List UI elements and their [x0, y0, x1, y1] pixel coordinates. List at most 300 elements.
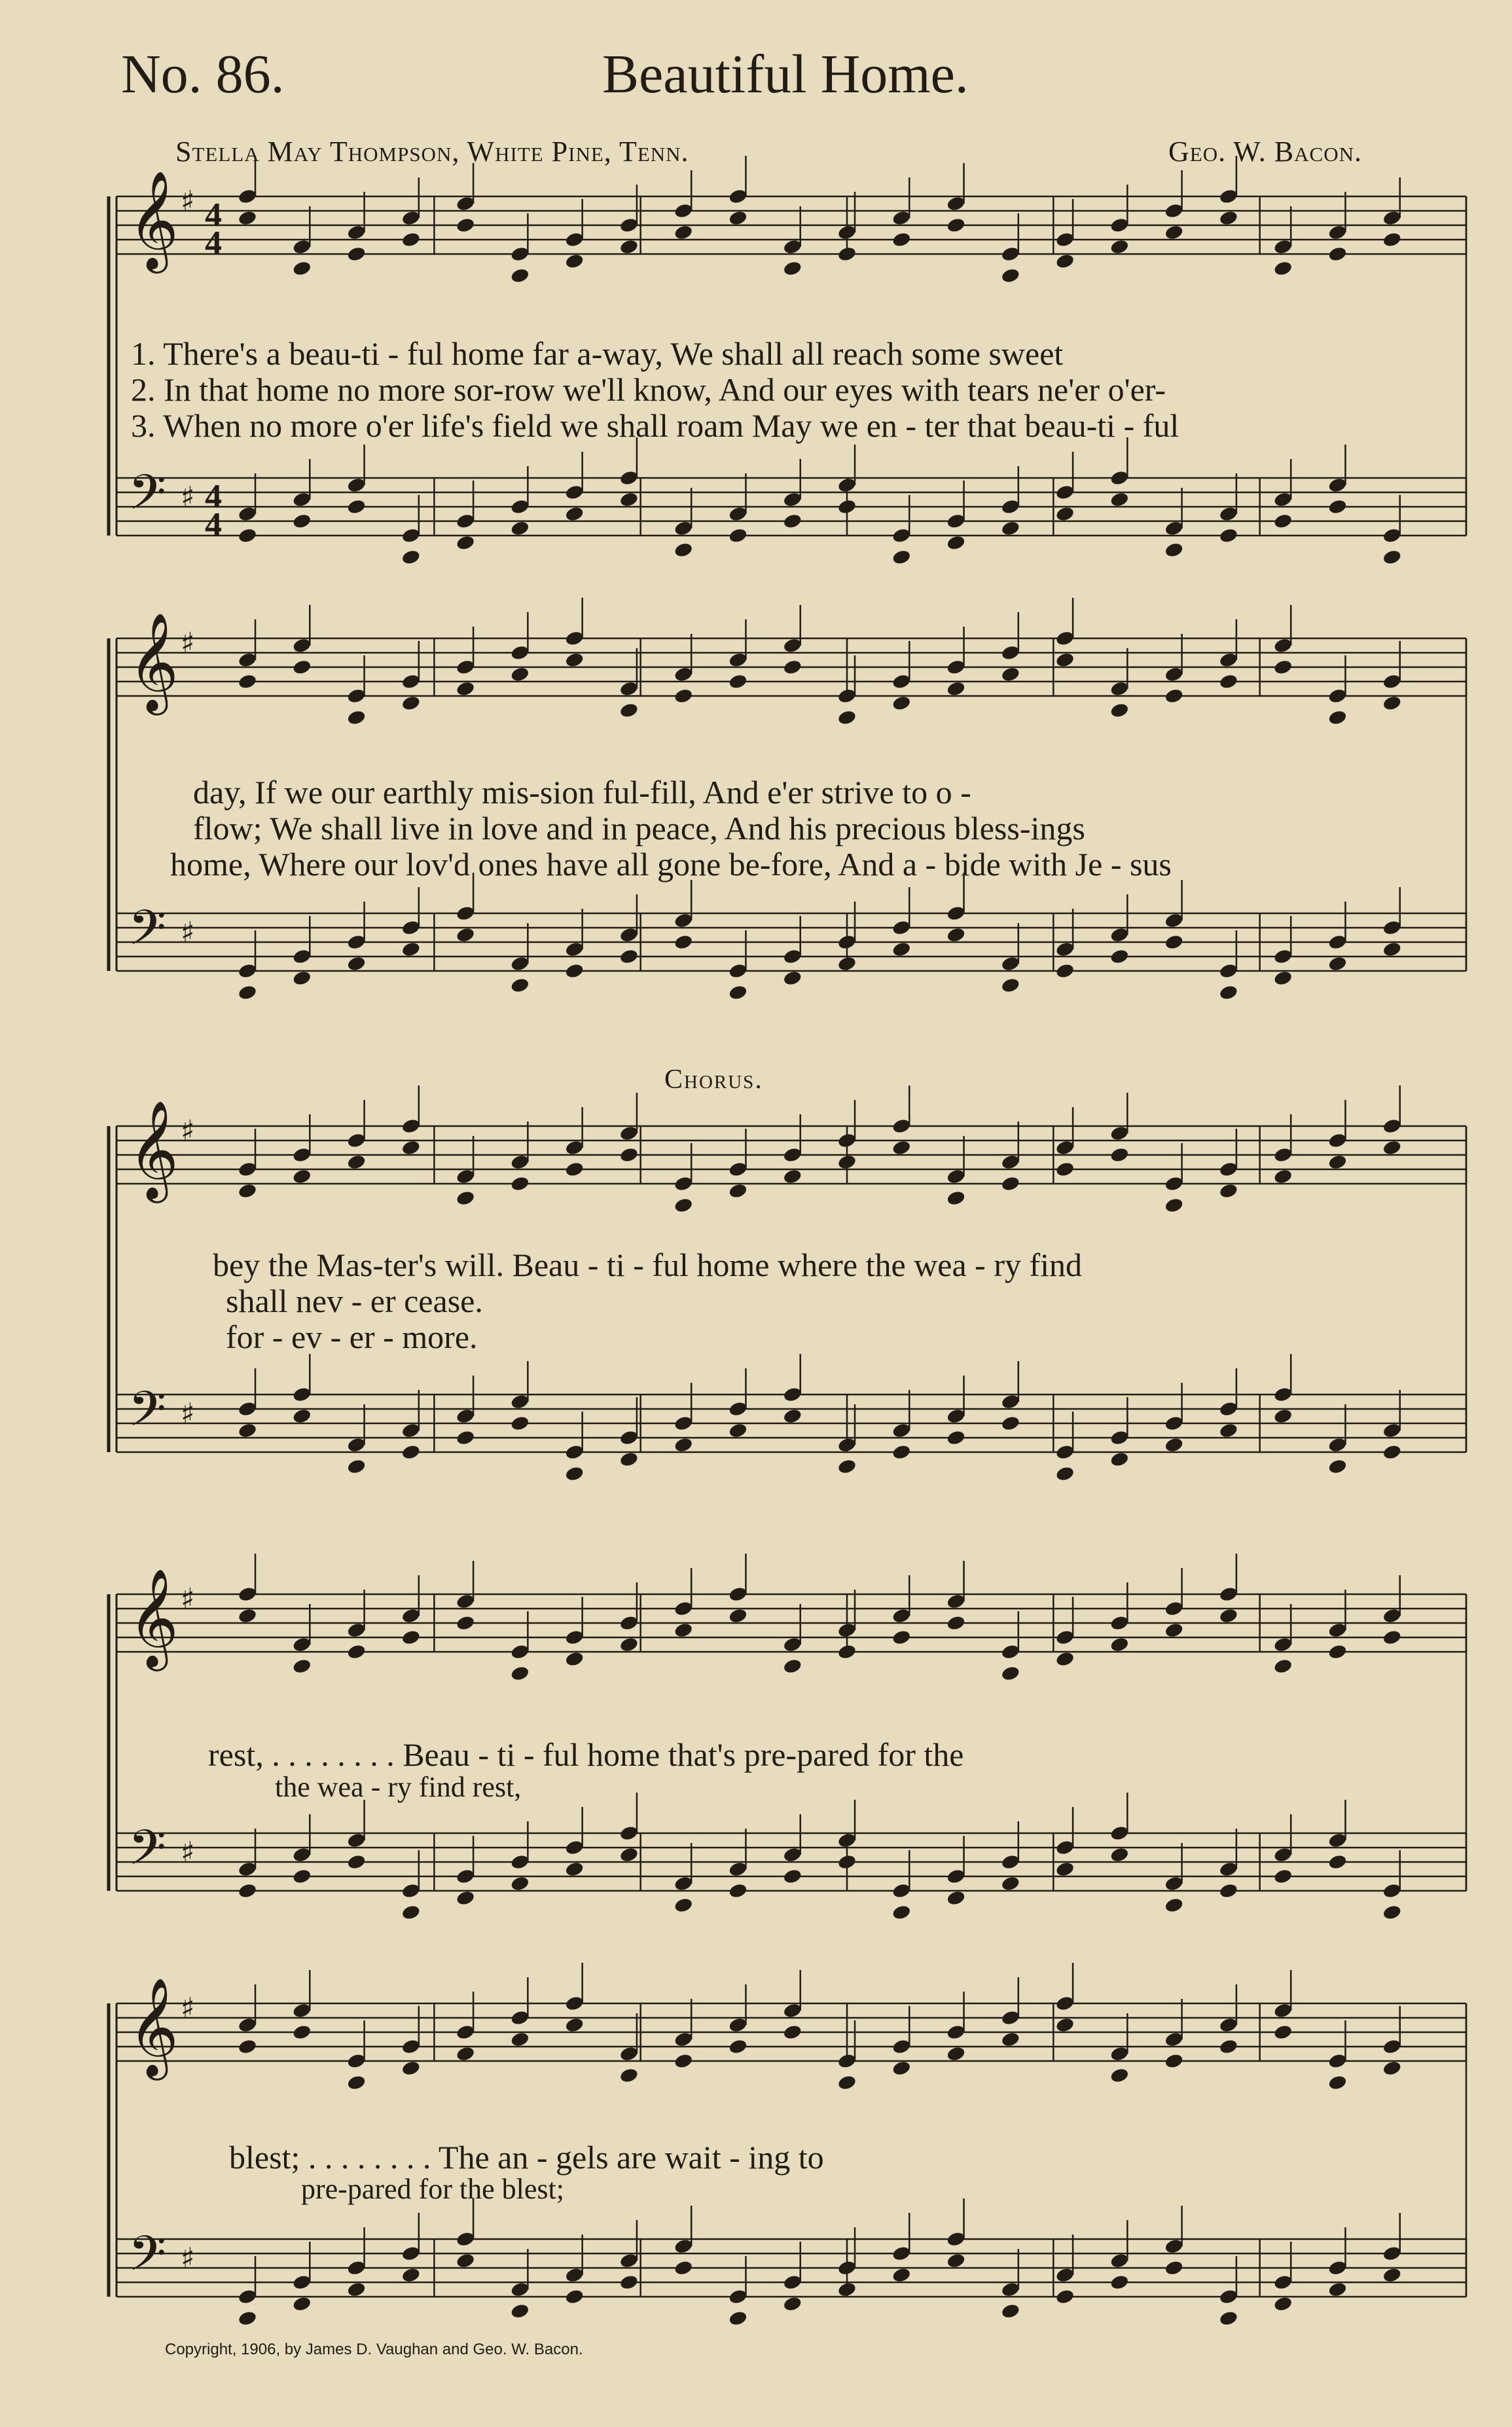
note-head: [891, 1904, 912, 1921]
lyric-line: rest, . . . . . . . . Beau - ti - ful home that's pre-pared for the: [208, 1736, 964, 1773]
note-head: [1109, 702, 1130, 719]
note-head: [456, 1190, 476, 1207]
note-head: [1164, 666, 1184, 683]
note-head: [401, 527, 422, 544]
note-head: [292, 659, 312, 676]
note-head: [1001, 246, 1021, 263]
note-head: [1219, 210, 1239, 227]
note-head: [728, 505, 748, 522]
lyric-line: day, If we our earthly mis-sion ful-fill, And e'er strive to o -: [193, 774, 971, 811]
note-head: [619, 1125, 639, 1142]
note-head: [891, 2038, 912, 2055]
note-head: [564, 231, 585, 248]
note-head: [837, 1458, 857, 1475]
note-head: [346, 224, 367, 241]
note-head: [1001, 1665, 1021, 1682]
note-head: [1382, 1629, 1402, 1646]
note-head: [1273, 1658, 1293, 1675]
note-head: [1001, 644, 1021, 661]
lyric-line: bey the Mas-ter's will. Beau - ti - ful home where the wea - ry find: [213, 1247, 1083, 1283]
note-head: [346, 2074, 367, 2091]
note-head: [891, 1422, 912, 1439]
treble-clef: 𝄞: [128, 1099, 179, 1199]
time-signature: 4: [205, 478, 222, 515]
note-head: [1273, 637, 1293, 654]
note-head: [1055, 1161, 1075, 1178]
note-head: [619, 217, 639, 234]
note-head: [1109, 2274, 1130, 2291]
note-head: [1001, 1175, 1021, 1192]
note-head: [891, 1118, 912, 1135]
note-head: [456, 2231, 476, 2248]
note-head: [292, 2024, 312, 2041]
note-head: [564, 484, 585, 501]
note-head: [292, 637, 312, 654]
note-head: [1164, 2053, 1184, 2070]
lyric-line: for - ev - er - more.: [226, 1319, 478, 1355]
note-head: [674, 1600, 694, 1617]
key-signature-sharp: ♯: [181, 185, 195, 218]
note-head: [564, 1444, 585, 1461]
note-head: [1327, 477, 1348, 494]
note-head: [1001, 498, 1021, 515]
note-head: [619, 702, 639, 719]
note-head: [674, 2031, 694, 2048]
note-head: [946, 2045, 966, 2062]
note-head: [1164, 1600, 1184, 1617]
note-head: [1164, 1897, 1184, 1914]
note-head: [1164, 1415, 1184, 1432]
note-head: [346, 1622, 367, 1639]
note-head: [1219, 2016, 1239, 2034]
note-head: [1055, 630, 1075, 647]
note-head: [837, 1622, 857, 1639]
note-head: [1164, 224, 1184, 241]
note-head: [401, 1904, 422, 1921]
chorus-label: Chorus.: [664, 1065, 763, 1095]
note-head: [728, 2016, 748, 2034]
note-head: [238, 210, 258, 227]
note-head: [782, 1168, 802, 1185]
note-head: [1109, 1615, 1130, 1632]
note-head: [728, 1400, 748, 1417]
note-head: [782, 238, 802, 255]
note-head: [1327, 1832, 1348, 1849]
note-head: [1055, 2016, 1075, 2034]
note-head: [401, 1118, 422, 1135]
note-head: [292, 1146, 312, 1163]
note-head: [1327, 934, 1348, 951]
note-head: [837, 1832, 857, 1849]
note-head: [1164, 1197, 1184, 1214]
note-head: [456, 1168, 476, 1185]
note-head: [1055, 1444, 1075, 1461]
note-head: [564, 2288, 585, 2305]
note-head: [1327, 2053, 1348, 2070]
note-head: [346, 246, 367, 263]
note-head: [946, 926, 966, 943]
note-head: [728, 1882, 748, 1899]
note-head: [1273, 1868, 1293, 1885]
note-head: [782, 2274, 802, 2291]
note-head: [1273, 1636, 1293, 1653]
note-head: [238, 2016, 258, 2034]
note-head: [1382, 1444, 1402, 1461]
note-head: [782, 1146, 802, 1163]
note-head: [1219, 984, 1239, 1001]
note-head: [619, 469, 639, 486]
note-head: [1327, 1436, 1348, 1453]
note-head: [728, 2310, 748, 2327]
note-head: [1273, 2002, 1293, 2019]
note-head: [946, 659, 966, 676]
note-head: [782, 970, 802, 987]
note-head: [510, 2281, 530, 2298]
note-head: [728, 962, 748, 979]
note-head: [1055, 1651, 1075, 1668]
note-head: [238, 2038, 258, 2055]
note-head: [1273, 2295, 1293, 2312]
note-head: [946, 2231, 966, 2248]
note-head: [891, 2060, 912, 2077]
note-head: [1382, 1882, 1402, 1899]
note-head: [238, 1400, 258, 1417]
note-head: [238, 1861, 258, 1878]
note-head: [1164, 202, 1184, 219]
note-head: [292, 1408, 312, 1425]
note-head: [1055, 1139, 1075, 1156]
note-head: [1001, 1154, 1021, 1171]
note-head: [564, 1139, 585, 1156]
note-head: [946, 1190, 966, 1207]
hymn-title: Beautiful Home.: [602, 44, 969, 105]
note-head: [619, 2067, 639, 2084]
note-head: [1001, 666, 1021, 683]
note-head: [1327, 2281, 1348, 2298]
note-head: [1327, 955, 1348, 972]
note-head: [1001, 1393, 1021, 1410]
lyric-line: pre-pared for the blest;: [301, 2173, 564, 2205]
note-head: [837, 224, 857, 241]
key-signature-sharp: ♯: [181, 2242, 195, 2275]
note-head: [946, 905, 966, 922]
note-head: [1001, 1875, 1021, 1892]
note-head: [1382, 2038, 1402, 2055]
note-head: [238, 505, 258, 522]
note-head: [456, 534, 476, 551]
note-head: [891, 2267, 912, 2284]
note-head: [238, 1607, 258, 1624]
lyricist-credit: Stella May Thompson, White Pine, Tenn.: [175, 136, 689, 168]
note-head: [238, 1882, 258, 1899]
note-head: [674, 520, 694, 537]
note-head: [1327, 2259, 1348, 2276]
note-head: [837, 1132, 857, 1149]
note-head: [619, 926, 639, 943]
note-head: [401, 1422, 422, 1439]
note-head: [619, 238, 639, 255]
note-head: [1327, 1132, 1348, 1149]
note-head: [728, 2038, 748, 2055]
note-head: [456, 513, 476, 530]
note-head: [456, 2024, 476, 2041]
note-head: [1273, 1146, 1293, 1163]
treble-clef: 𝄞: [128, 1977, 179, 2076]
note-head: [837, 1436, 857, 1453]
note-head: [1055, 505, 1075, 522]
note-head: [1273, 1846, 1293, 1863]
note-head: [946, 1408, 966, 1425]
note-head: [1219, 527, 1239, 544]
note-head: [782, 948, 802, 965]
note-head: [401, 2038, 422, 2055]
note-head: [510, 1665, 530, 1682]
note-head: [564, 651, 585, 668]
note-head: [1382, 1139, 1402, 1156]
note-head: [619, 1146, 639, 1163]
composer-credit: Geo. W. Bacon.: [1168, 136, 1362, 168]
note-head: [782, 491, 802, 508]
note-head: [1219, 962, 1239, 979]
note-head: [1382, 1904, 1402, 1921]
lyric-line: blest; . . . . . . . . The an - gels are wait - ing to: [229, 2139, 824, 2176]
note-head: [837, 2074, 857, 2091]
bass-clef: 𝄢: [128, 1381, 166, 1450]
note-head: [564, 2016, 585, 2034]
note-head: [1164, 1175, 1184, 1192]
note-head: [346, 1458, 367, 1475]
note-head: [1109, 680, 1130, 697]
note-head: [674, 2259, 694, 2276]
note-head: [674, 666, 694, 683]
note-head: [674, 2238, 694, 2255]
note-head: [1055, 1995, 1075, 2012]
note-head: [782, 513, 802, 530]
note-head: [619, 2045, 639, 2062]
note-head: [891, 1444, 912, 1461]
note-head: [674, 1436, 694, 1453]
note-head: [1164, 541, 1184, 558]
note-head: [401, 210, 422, 227]
note-head: [1327, 1458, 1348, 1475]
note-head: [510, 666, 530, 683]
note-head: [946, 195, 966, 212]
note-head: [238, 188, 258, 205]
note-head: [1273, 491, 1293, 508]
note-head: [456, 1868, 476, 1885]
note-head: [728, 1161, 748, 1178]
note-head: [564, 1161, 585, 1178]
note-head: [510, 2031, 530, 2048]
key-signature-sharp: ♯: [181, 1992, 195, 2025]
lyric-line: flow; We shall live in love and in peace, And his precious bless-ings: [193, 810, 1085, 847]
note-head: [510, 1415, 530, 1432]
note-head: [1001, 1415, 1021, 1432]
note-head: [510, 498, 530, 515]
note-head: [946, 2252, 966, 2269]
note-head: [782, 1636, 802, 1653]
note-head: [1055, 1839, 1075, 1856]
note-head: [946, 1889, 966, 1907]
note-head: [292, 2274, 312, 2291]
copyright-notice: Copyright, 1906, by James D. Vaughan and Geo. W. Bacon.: [165, 2341, 583, 2358]
note-head: [728, 1182, 748, 1199]
note-head: [619, 1846, 639, 1863]
note-head: [1327, 224, 1348, 241]
note-head: [837, 687, 857, 704]
note-head: [346, 687, 367, 704]
note-head: [1382, 1118, 1402, 1135]
note-head: [1273, 513, 1293, 530]
note-head: [1382, 919, 1402, 936]
note-head: [946, 1593, 966, 1610]
lyric-line: the wea - ry find rest,: [275, 1771, 522, 1803]
note-head: [510, 1853, 530, 1870]
note-head: [891, 231, 912, 248]
note-head: [1055, 941, 1075, 958]
note-head: [891, 2245, 912, 2262]
note-head: [1109, 926, 1130, 943]
note-head: [891, 210, 912, 227]
note-head: [292, 1386, 312, 1403]
note-head: [510, 955, 530, 972]
note-head: [728, 1422, 748, 1439]
note-head: [401, 231, 422, 248]
note-head: [891, 673, 912, 690]
note-head: [837, 2053, 857, 2070]
note-head: [1219, 188, 1239, 205]
note-head: [674, 224, 694, 241]
note-head: [674, 1875, 694, 1892]
lyric-line: 1. There's a beau-ti - ful home far a-way, We shall all reach some sweet: [131, 335, 1064, 372]
note-head: [238, 984, 258, 1001]
note-head: [837, 955, 857, 972]
lyric-line: 3. When no more o'er life's field we shall roam May we en - ter that beau-ti - ful: [131, 407, 1179, 444]
note-head: [619, 680, 639, 697]
note-head: [674, 912, 694, 929]
note-head: [782, 2295, 802, 2312]
note-head: [891, 1607, 912, 1624]
key-signature-sharp: ♯: [181, 627, 195, 660]
note-head: [946, 680, 966, 697]
note-head: [346, 955, 367, 972]
note-head: [1055, 1465, 1075, 1482]
note-head: [1109, 1429, 1130, 1446]
time-signature: 4: [205, 196, 222, 234]
note-head: [238, 2288, 258, 2305]
note-head: [564, 505, 585, 522]
note-head: [1164, 934, 1184, 951]
note-head: [674, 1415, 694, 1432]
note-head: [1109, 238, 1130, 255]
note-head: [782, 659, 802, 676]
note-head: [1001, 1853, 1021, 1870]
note-head: [1109, 2067, 1130, 2084]
note-head: [1273, 1386, 1293, 1403]
note-head: [1109, 1846, 1130, 1863]
note-head: [1055, 962, 1075, 979]
note-head: [619, 2274, 639, 2291]
note-head: [674, 2053, 694, 2070]
note-head: [564, 253, 585, 270]
note-head: [728, 527, 748, 544]
note-head: [946, 2024, 966, 2041]
note-head: [1273, 2024, 1293, 2041]
note-head: [346, 498, 367, 515]
note-head: [1219, 2288, 1239, 2305]
note-head: [292, 513, 312, 530]
note-head: [1164, 520, 1184, 537]
note-head: [782, 1386, 802, 1403]
note-head: [674, 1622, 694, 1639]
note-head: [1382, 1607, 1402, 1624]
note-head: [619, 1825, 639, 1842]
note-head: [728, 2288, 748, 2305]
note-head: [1382, 941, 1402, 958]
note-head: [1327, 2074, 1348, 2091]
note-head: [346, 1436, 367, 1453]
note-head: [564, 1629, 585, 1646]
note-head: [1219, 651, 1239, 668]
note-head: [238, 1182, 258, 1199]
bass-clef: 𝄢: [128, 1819, 166, 1888]
treble-clef: 𝄞: [128, 170, 179, 269]
note-head: [510, 1175, 530, 1192]
note-head: [1055, 1861, 1075, 1878]
note-head: [510, 520, 530, 537]
note-head: [564, 1861, 585, 1878]
note-head: [1273, 238, 1293, 255]
note-head: [238, 1161, 258, 1178]
note-head: [946, 1615, 966, 1632]
note-head: [1164, 1875, 1184, 1892]
note-head: [1109, 1451, 1130, 1468]
note-head: [346, 2053, 367, 2070]
note-head: [1001, 955, 1021, 972]
note-head: [946, 513, 966, 530]
note-head: [456, 659, 476, 676]
note-head: [1382, 210, 1402, 227]
note-head: [510, 1643, 530, 1660]
key-signature-sharp: ♯: [181, 1582, 195, 1616]
note-head: [891, 941, 912, 958]
note-head: [728, 188, 748, 205]
note-head: [619, 1451, 639, 1468]
note-head: [292, 1636, 312, 1653]
note-head: [837, 246, 857, 263]
treble-clef: 𝄞: [128, 1567, 179, 1667]
note-head: [401, 1444, 422, 1461]
note-head: [1109, 217, 1130, 234]
key-signature-sharp: ♯: [181, 481, 195, 514]
note-head: [1327, 246, 1348, 263]
note-head: [1109, 491, 1130, 508]
note-head: [728, 1607, 748, 1624]
note-head: [728, 673, 748, 690]
note-head: [782, 1658, 802, 1675]
note-head: [619, 948, 639, 965]
note-head: [619, 1636, 639, 1653]
note-head: [782, 2024, 802, 2041]
note-head: [1164, 2031, 1184, 2048]
note-head: [564, 1465, 585, 1482]
note-head: [1382, 673, 1402, 690]
note-head: [1219, 1161, 1239, 1178]
note-head: [1382, 2060, 1402, 2077]
note-head: [1055, 1629, 1075, 1646]
note-head: [456, 1889, 476, 1907]
note-head: [1273, 2274, 1293, 2291]
